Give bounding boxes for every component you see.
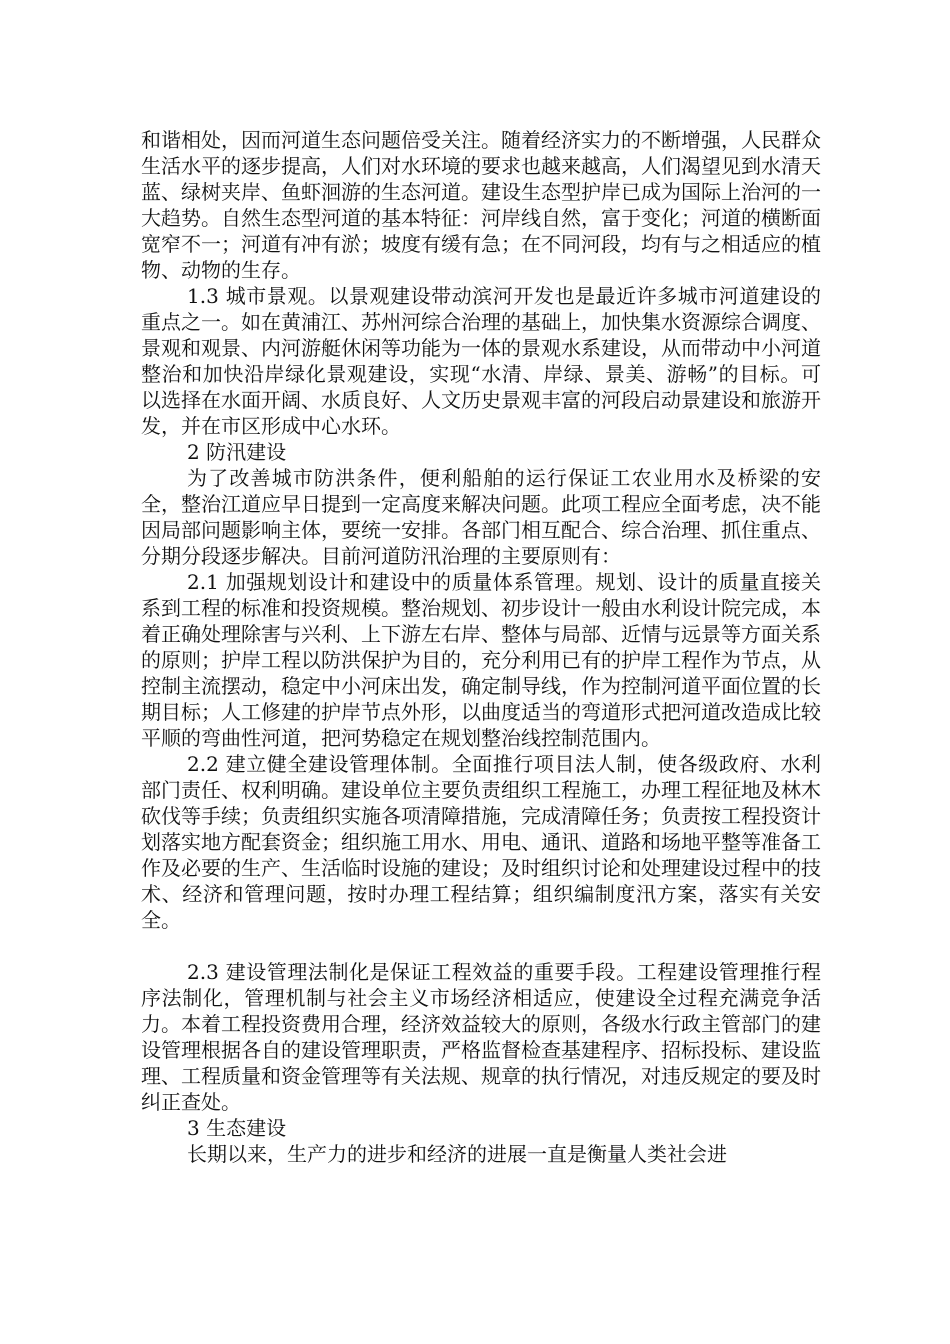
paragraph-flood-intro: 为了改善城市防洪条件，便利船舶的运行保证工农业用水及桥梁的安全，整治江道应早日提到一定高度来解决问题。此项工程应全面考虑，决不能因局部问题影响主体，要统一安排。各部门相互配合、综合治理、抓住重点、分期分段逐步解决。目前河道防汛治理的主要原则有： — [141, 466, 821, 568]
paragraph-2-2-management-system: 2.2 建立健全建设管理体制。全面推行项目法人制，使各级政府、水利部门责任、权利明确。建设单位主要负责组织工程施工，办理工程征地及林木砍伐等手续；负责组织实施各项清障措施，完成清障任务；负责按工程投资计划落实地方配套资金；组织施工用水、用电、通讯、道路和场地平整等准备工作及必要的生产、生活临时设施的建设；及时组织讨论和处理建设过程中的技术、经济和管理问题，按时办理工程结算；组织编制度汛方案，落实有关安全。 — [141, 752, 821, 932]
section-heading-ecological-construction: 3 生态建设 — [187, 1116, 287, 1140]
paragraph-ecology-intro: 长期以来，生产力的进步和经济的进展一直是衡量人类社会进 — [187, 1142, 727, 1166]
paragraph-2-3-legal-management: 2.3 建设管理法制化是保证工程效益的重要手段。工程建设管理推行程序法制化，管理机制与社会主义市场经济相适应，使建设全过程充满竞争活力。本着工程投资费用合理，经济效益较大的原则，各级水行政主管部门的建设管理根据各自的建设管理职责，严格监督检查基建程序、招标投标、建设监理、工程质量和资金管理等有关法规、规章的执行情况，对违反规定的要及时纠正查处。 — [141, 960, 821, 1114]
paragraph-2-1-planning-quality: 2.1 加强规划设计和建设中的质量体系管理。规划、设计的质量直接关系到工程的标准和投资规模。整治规划、初步设计一般由水利设计院完成，本着正确处理除害与兴利、上下游左右岸、整体与局部、近情与远景等方面关系的原则；护岸工程以防洪保护为目的，充分利用已有的护岸工程作为节点，从控制主流摆动，稳定中小河床出发，确定制导线，作为控制河道平面位置的长期目标；人工修建的护岸节点外形，以曲度适当的弯道形式把河道改造成比较平顺的弯曲性河道，把河势稳定在规划整治线控制范围内。 — [141, 570, 821, 750]
section-heading-flood-control: 2 防汛建设 — [187, 440, 287, 464]
document-body — [141, 127, 821, 1167]
paragraph-ecology-continued: 和谐相处，因而河道生态问题倍受关注。随着经济实力的不断增强，人民群众生活水平的逐步提高，人们对水环境的要求也越来越高，人们渴望见到水清天蓝、绿树夹岸、鱼虾洄游的生态河道。建设生态型护岸已成为国际上治河的一大趋势。自然生态型河道的基本特征：河岸线自然，富于变化；河道的横断面宽窄不一；河道有冲有淤；坡度有缓有急；在不同河段，均有与之相适应的植物、动物的生存。 — [141, 128, 821, 282]
paragraph-1-3-urban-landscape: 1.3 城市景观。以景观建设带动滨河开发也是最近许多城市河道建设的重点之一。如在黄浦江、苏州河综合治理的基础上，加快集水资源综合调度、景观和观景、内河游艇休闲等功能为一体的景观水系建设，从而带动中小河道整治和加快沿岸绿化景观建设，实现“水清、岸绿、景美、游畅”的目标。可以选择在水面开阔、水质良好、人文历史景观丰富的河段启动景建设和旅游开发，并在市区形成中心水环。 — [141, 284, 821, 438]
